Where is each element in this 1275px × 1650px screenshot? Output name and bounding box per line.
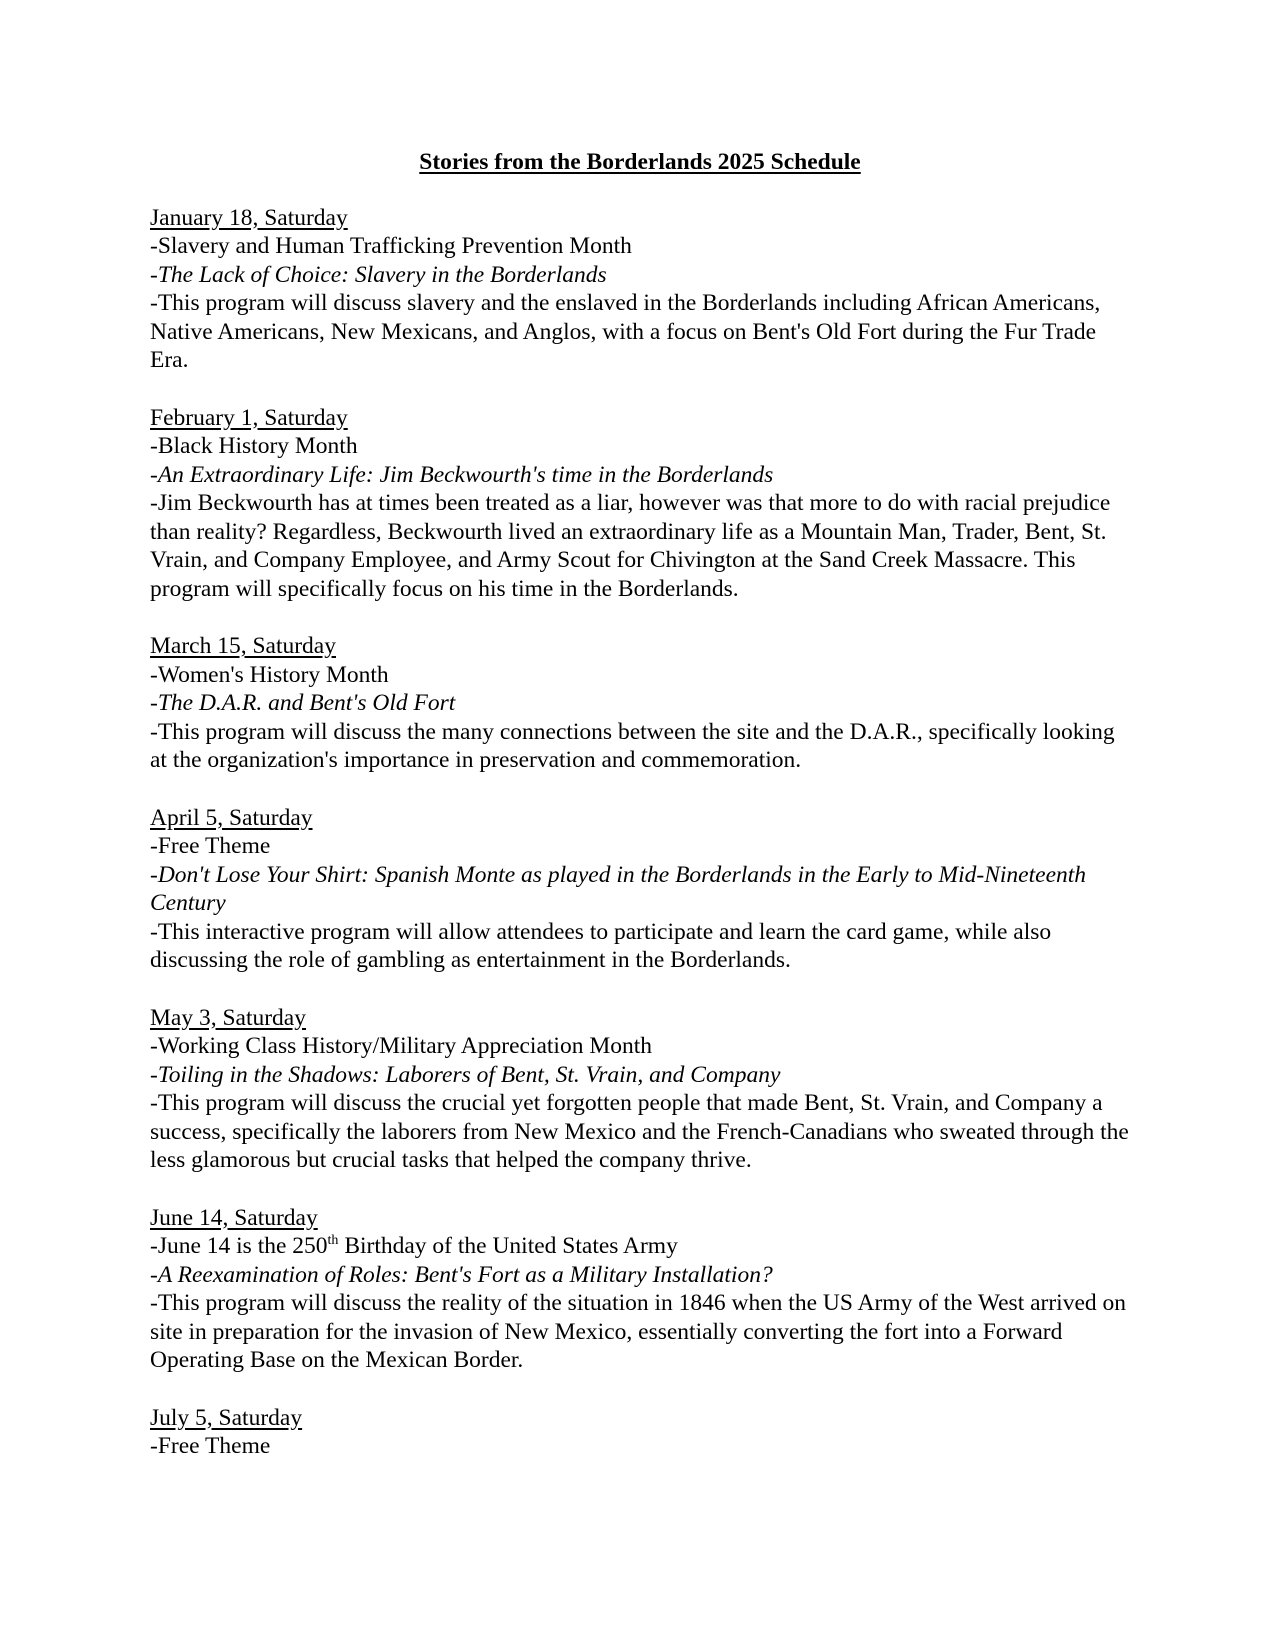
event-description: -This program will discuss the crucial yet forgotten people that made Bent, St. Vrain, and Company a success, specifically the laborers from New Mexico and the French-Canadians who sweated through the less glamorous but crucial tasks that helped the company thrive.	[150, 1090, 1129, 1173]
event-program-title: -The Lack of Choice: Slavery in the Borderlands	[150, 261, 607, 288]
event-program-title: -An Extraordinary Life: Jim Beckwourth's time in the Borderlands	[150, 461, 774, 488]
event-theme: -Slavery and Human Trafficking Prevention Month	[150, 233, 632, 259]
event-february-1	[150, 404, 1130, 604]
event-theme: -June 14 is the 250th Birthday of the United States Army	[150, 1233, 678, 1259]
event-description: -Jim Beckwourth has at times been treated as a liar, however was that more to do with racial prejudice than reality? Regardless, Beckwourth lived an extraordinary life as a Mountain Man, Trader, Bent, St. Vrain, and Company Employee, and Army Scout for Chivington at the Sand Creek Massacre. This program will specifically focus on his time in the Borderlands.	[150, 490, 1111, 602]
event-theme: -Women's History Month	[150, 661, 389, 688]
event-date: June 14, Saturday	[150, 1204, 318, 1231]
event-april-5	[150, 804, 1130, 975]
event-march-15	[150, 632, 1130, 775]
event-date: March 15, Saturday	[150, 633, 336, 659]
event-date: May 3, Saturday	[150, 1004, 306, 1031]
event-program-title: -A Reexamination of Roles: Bent's Fort as a Military Installation?	[150, 1261, 773, 1288]
event-theme: -Free Theme	[150, 833, 271, 859]
event-january-18	[150, 204, 1130, 375]
page-title: Stories from the Borderlands 2025 Schedule	[419, 149, 861, 175]
event-program-title: -Toiling in the Shadows: Laborers of Bent, St. Vrain, and Company	[150, 1061, 781, 1088]
event-may-3	[150, 1004, 1130, 1175]
event-date: April 5, Saturday	[150, 804, 313, 831]
event-july-5	[150, 1404, 1130, 1461]
event-date: January 18, Saturday	[150, 204, 348, 231]
event-description: -This interactive program will allow attendees to participate and learn the card game, while also discussing the role of gambling as entertainment in the Borderlands.	[150, 918, 1052, 973]
event-description: -This program will discuss the reality of the situation in 1846 when the US Army of the West arrived on site in preparation for the invasion of New Mexico, essentially converting the fort into a Forward Operating Base on the Mexican Border.	[150, 1290, 1127, 1373]
event-date: July 5, Saturday	[150, 1404, 303, 1431]
event-program-title: -Don't Lose Your Shirt: Spanish Monte as played in the Borderlands in the Early to Mid-Nineteenth Century	[150, 861, 1087, 916]
event-program-title: -The D.A.R. and Bent's Old Fort	[150, 690, 456, 716]
event-description: -This program will discuss the many connections between the site and the D.A.R., specifically looking at the organization's importance in preservation and commemoration.	[150, 718, 1115, 773]
event-june-14	[150, 1204, 1130, 1375]
event-date: February 1, Saturday	[150, 404, 348, 431]
event-theme: -Working Class History/Military Appreciation Month	[150, 1033, 653, 1059]
event-theme: -Free Theme	[150, 1433, 271, 1459]
event-theme: -Black History Month	[150, 433, 358, 459]
event-description: -This program will discuss slavery and the enslaved in the Borderlands including African Americans, Native Americans, New Mexicans, and Anglos, with a focus on Bent's Old Fort during the Fur Trade Era.	[150, 290, 1101, 373]
document-page	[150, 148, 1130, 1490]
